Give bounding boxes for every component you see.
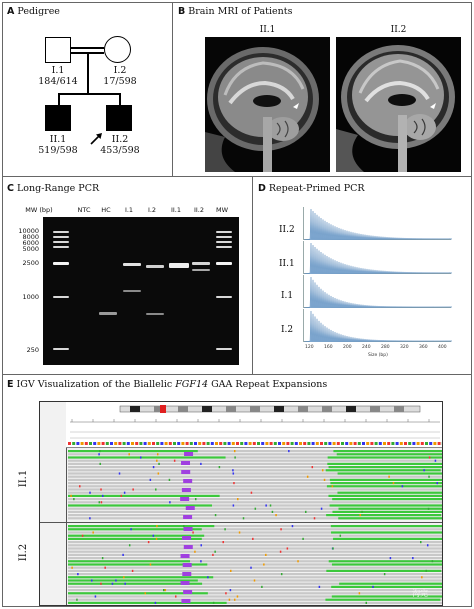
panel-a-label: A Pedigree xyxy=(7,6,60,17)
mri-left-title: II.1 xyxy=(259,25,276,35)
panel-b-label: B Brain MRI of Patients xyxy=(178,6,293,17)
gel-image xyxy=(43,217,239,365)
panel-e-label: E IGV Visualization of the Biallelic FGF14 GAA Repeat Expansions xyxy=(7,379,328,390)
mother-id: I.2 xyxy=(113,65,127,76)
rp-sample-i2: I.2 xyxy=(281,325,294,335)
gel-tick-8000: 8000 xyxy=(22,233,39,241)
rp-tick-280: 280 xyxy=(381,345,390,350)
pedigree-child1-symbol xyxy=(45,105,71,131)
panel-e xyxy=(3,375,471,608)
rp-sample-ii2: II.2 xyxy=(279,225,295,235)
panel-c xyxy=(3,177,253,375)
igv-view xyxy=(39,401,443,606)
rp-trace-peaks xyxy=(304,243,452,274)
gel-lane-ii1: II.1 xyxy=(170,206,182,214)
igv-tracks xyxy=(40,402,443,606)
pedigree-child2-symbol xyxy=(106,105,132,131)
child1-id: II.1 xyxy=(49,134,67,145)
father-id: I.1 xyxy=(51,65,65,76)
gel-lane-i1: I.1 xyxy=(124,206,134,214)
gel-tick-5000: 5000 xyxy=(22,245,39,253)
igv-sample-ii2: II.2 xyxy=(18,543,30,562)
watermark: 沟完 xyxy=(412,589,428,598)
pedigree-mother-symbol xyxy=(104,36,131,63)
figure xyxy=(2,2,472,607)
gel-lane-ii2: II.2 xyxy=(193,206,205,214)
rp-tick-360: 360 xyxy=(419,345,428,350)
rp-trace-peaks xyxy=(304,311,452,342)
rp-trace-i2 xyxy=(303,309,451,342)
rp-sample-i1: I.1 xyxy=(281,291,294,301)
sibship-line xyxy=(58,93,120,95)
gel-lane-mw: MW xyxy=(215,206,229,214)
gel-lane-ntc: NTC xyxy=(77,206,91,214)
gel-tick-10000: 10000 xyxy=(18,227,39,235)
child2-alleles: 453/598 xyxy=(100,145,140,156)
gel-lane-i2: I.2 xyxy=(147,206,157,214)
child1-alleles: 519/598 xyxy=(38,145,78,156)
rp-trace-ii1 xyxy=(303,241,451,274)
gel-tick-1000: 1000 xyxy=(22,293,39,301)
panel-d-label: D Repeat-Primed PCR xyxy=(258,183,365,194)
panel-b xyxy=(173,3,471,177)
rp-tick-200: 200 xyxy=(343,345,352,350)
gel-tick-6000: 6000 xyxy=(22,239,39,247)
rp-x-label: Size (bp) xyxy=(368,353,388,358)
panel-a xyxy=(3,3,173,177)
rp-tick-400: 400 xyxy=(438,345,447,350)
rp-tick-120: 120 xyxy=(305,345,314,350)
mother-alleles: 17/598 xyxy=(103,76,137,87)
panel-d xyxy=(253,177,471,375)
rp-trace-peaks xyxy=(304,277,452,308)
mri-right-title: II.2 xyxy=(390,25,407,35)
rp-tick-240: 240 xyxy=(362,345,371,350)
gel-mw-header: MW (bp) xyxy=(25,206,53,214)
rp-trace-peaks xyxy=(304,209,452,240)
mri-image-right xyxy=(336,37,461,172)
father-alleles: 184/614 xyxy=(38,76,78,87)
igv-sample-ii1: II.1 xyxy=(18,469,30,488)
child2-id: II.2 xyxy=(111,134,129,145)
rp-sample-ii1: II.1 xyxy=(279,259,295,269)
rp-tick-160: 160 xyxy=(324,345,333,350)
rp-tick-320: 320 xyxy=(400,345,409,350)
pedigree-father-symbol xyxy=(45,37,71,63)
marriage-line xyxy=(71,47,104,49)
rp-trace-i1 xyxy=(303,275,451,308)
gel-lane-hc: HC xyxy=(101,206,111,214)
gel-tick-2500: 2500 xyxy=(22,259,39,267)
descent-line xyxy=(87,53,89,93)
gel-tick-250: 250 xyxy=(26,346,39,354)
panel-c-label: C Long-Range PCR xyxy=(7,183,100,194)
mri-image-left xyxy=(205,37,330,172)
rp-trace-ii2 xyxy=(303,207,451,240)
